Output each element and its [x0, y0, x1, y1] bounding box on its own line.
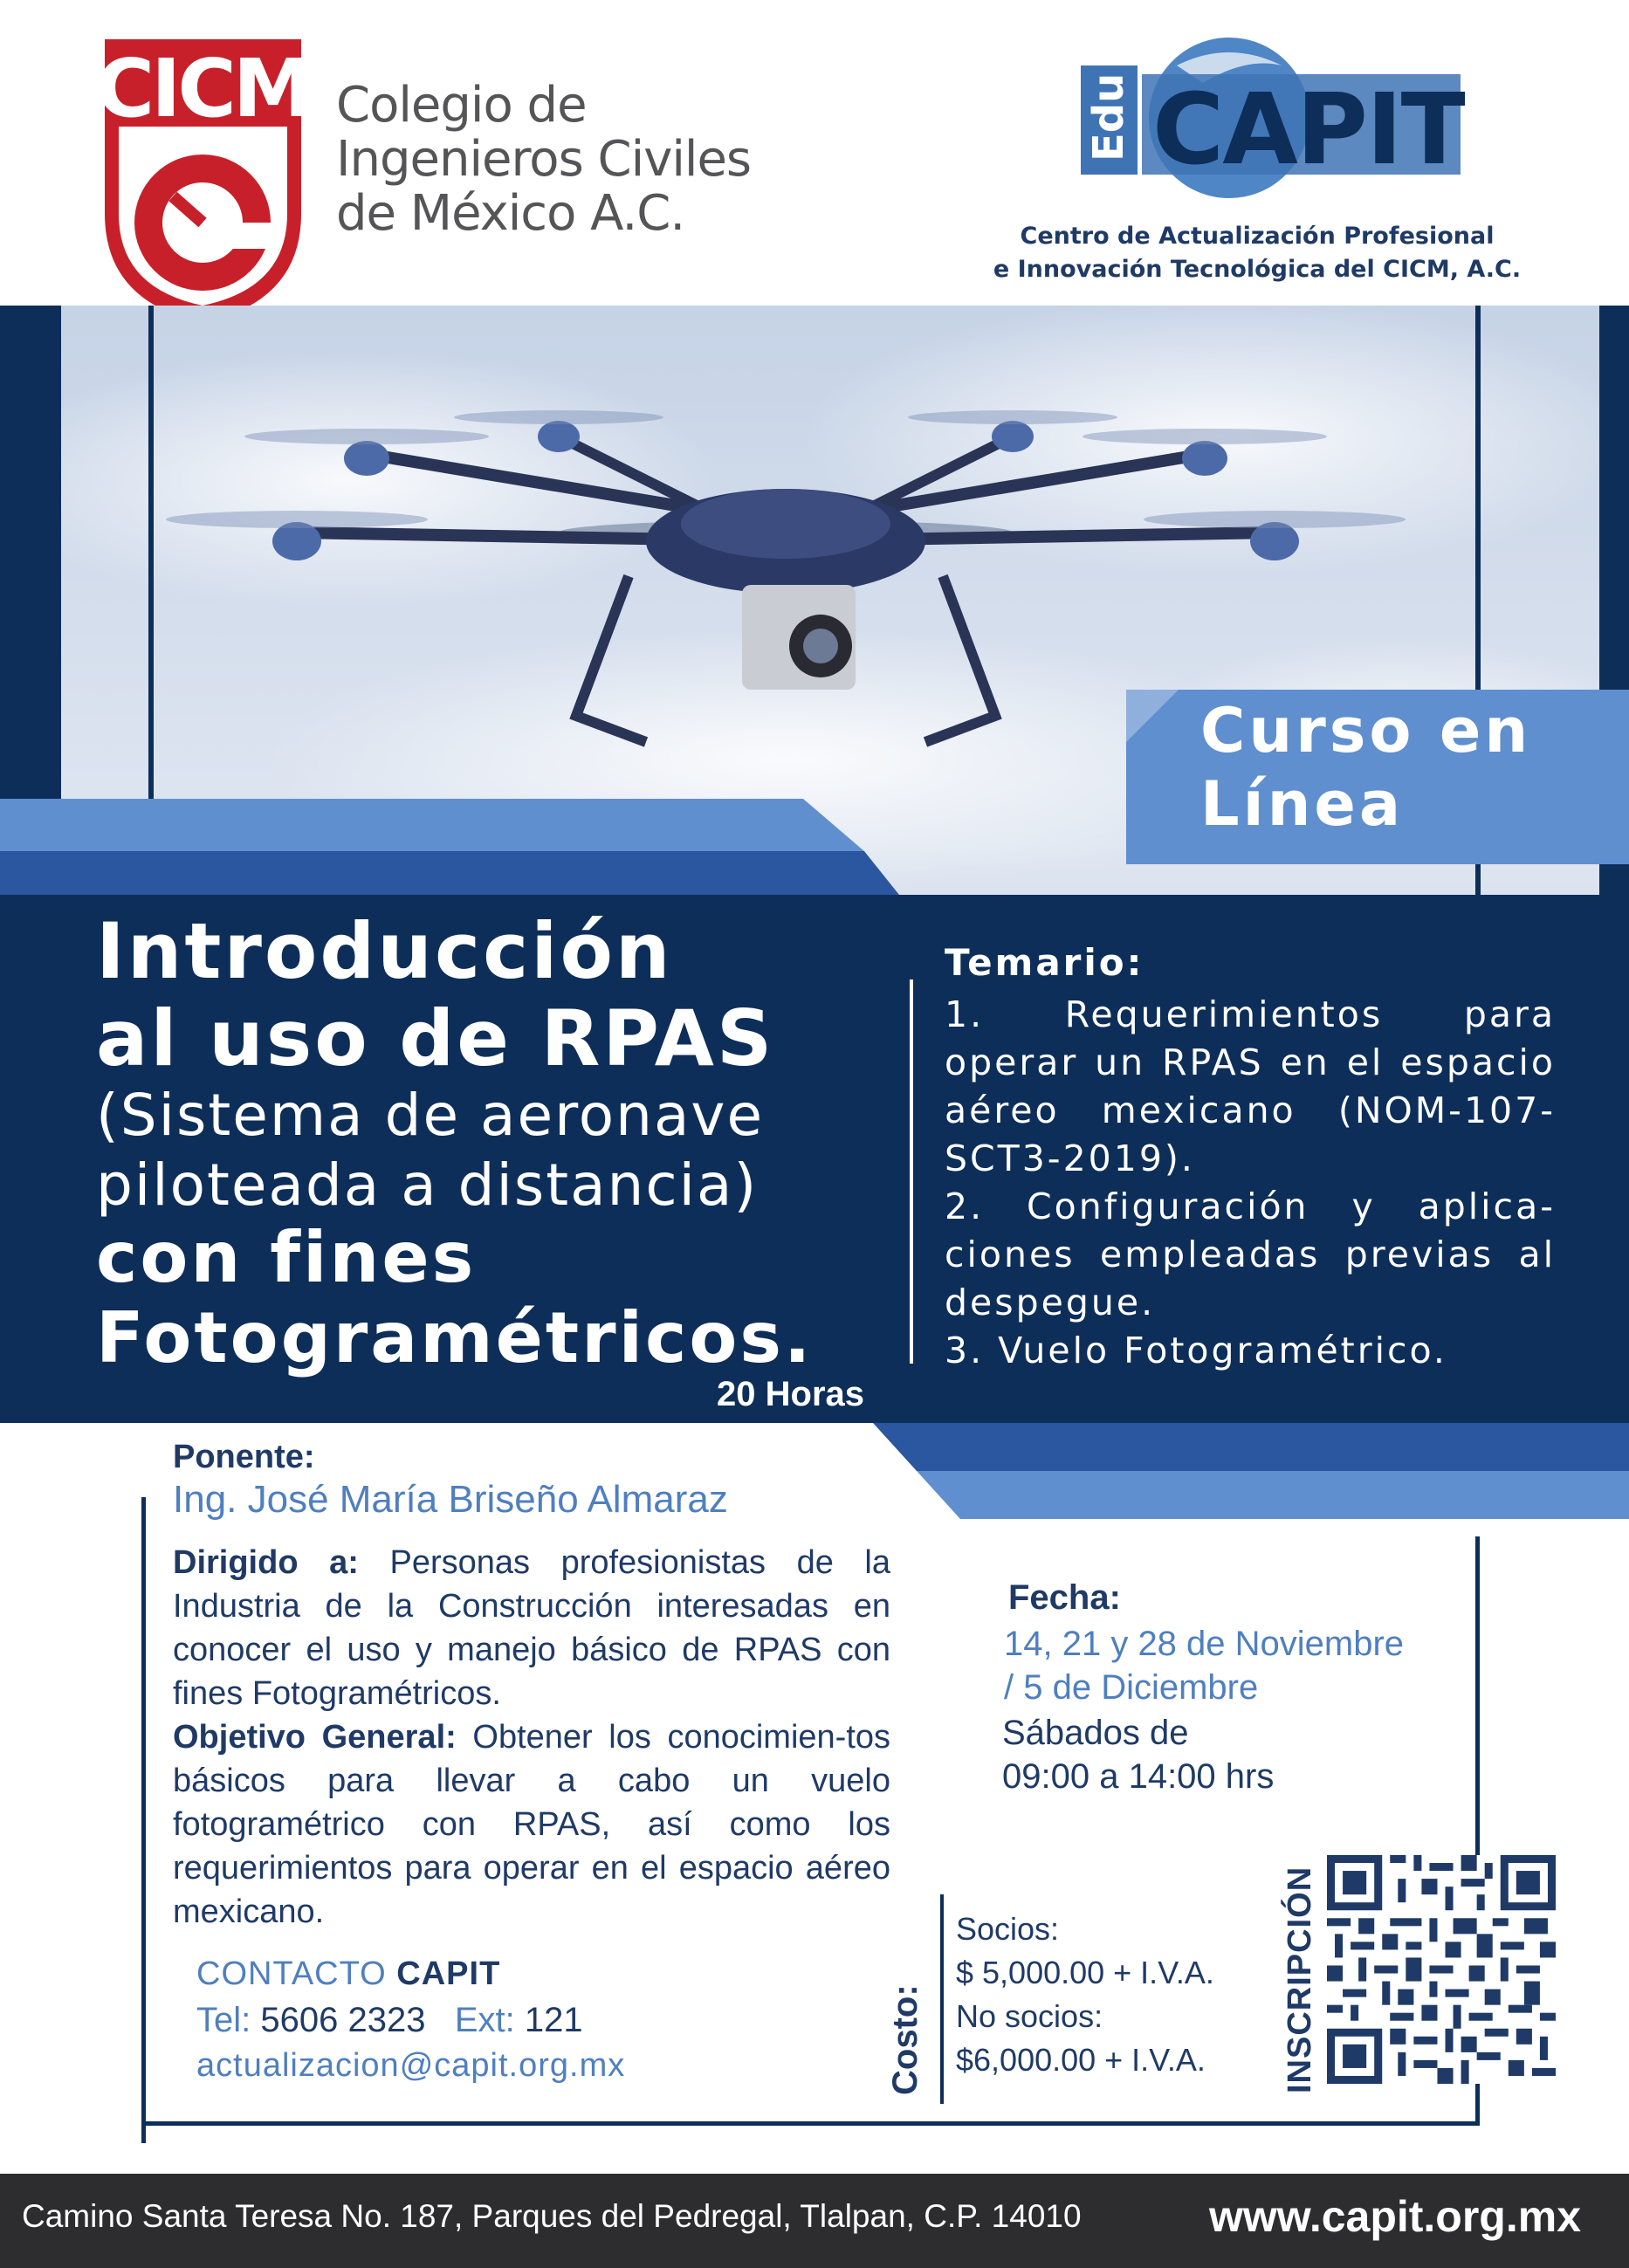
- capit-subtitle-line-2: e Innovación Tecnológica del CICM, A.C.: [993, 256, 1522, 283]
- decorative-ribbon: [873, 1423, 1629, 1528]
- frame-bottom-line: [141, 2121, 1477, 2126]
- course-title-line-3: con fines: [96, 1217, 477, 1298]
- course-hours: 20 Horas: [717, 1375, 864, 1413]
- fecha-dates-line-1: 14, 21 y 28 de Noviembre: [1004, 1625, 1405, 1663]
- cicm-name-line-1: Colegio de: [336, 77, 587, 134]
- course-subtitle-line-2: piloteada a distancia): [96, 1151, 759, 1219]
- course-title: [96, 908, 899, 1082]
- costo-divider: [940, 1894, 944, 2104]
- cicm-name-line-2: Ingenieros Civiles: [336, 131, 752, 188]
- footer-website-link[interactable]: www.capit.org.mx: [1209, 2192, 1582, 2241]
- costo-nosocios-price: $6,000.00 + I.V.A.: [956, 2042, 1206, 2078]
- capit-subtitle-line-1: Centro de Actualización Profesional: [1020, 223, 1495, 250]
- course-title-line-2: al uso de RPAS: [96, 993, 775, 1083]
- ponente-label: Ponente:: [173, 1439, 315, 1475]
- cicm-name-line-3: de México A.C.: [336, 185, 685, 242]
- contact-heading: [196, 1955, 500, 1993]
- inscripcion-label: INSCRIPCIÓN: [1282, 1866, 1318, 2093]
- temario-item-3: 3. Vuelo Fotogramétrico.: [945, 1330, 1447, 1371]
- phone-number[interactable]: 5606 2323: [260, 2001, 426, 2039]
- costo-socios-label: Socios:: [956, 1911, 1060, 1947]
- schedule: [1002, 1711, 1456, 1798]
- qr-code-icon[interactable]: [1327, 1855, 1556, 2084]
- course-subtitle-line-1: (Sistema de aeronave: [96, 1082, 765, 1149]
- temario-divider: [910, 979, 913, 1364]
- capit-logo-text: CAPIT: [1152, 73, 1465, 187]
- temario-list: [945, 991, 1556, 1375]
- temario-label: Temario:: [945, 941, 1144, 984]
- course-type-line-1: Curso en: [1200, 695, 1532, 766]
- capit-logo-prefix: Edu: [1084, 72, 1133, 162]
- cicm-logo: [96, 39, 310, 323]
- course-title-line-1: Introducción: [96, 906, 673, 996]
- schedule-time: 09:00 a 14:00: [1002, 1757, 1216, 1796]
- capit-logo: [1072, 31, 1465, 205]
- costo-socios-price: $ 5,000.00 + I.V.A.: [956, 1955, 1214, 1990]
- frame-left-line: [141, 1497, 146, 2143]
- course-title-line-4: Fotogramétricos.: [96, 1297, 814, 1378]
- contact-email[interactable]: actualizacion@capit.org.mx: [196, 2047, 626, 2084]
- costo-label: Costo:: [886, 1984, 924, 2095]
- dirigido-label: Dirigido a:: [173, 1544, 359, 1581]
- ext-number: 121: [524, 2001, 583, 2039]
- ponente-name: Ing. José María Briseño Almaraz: [173, 1478, 728, 1521]
- fecha-dates-line-2: / 5 de Diciembre: [1004, 1668, 1259, 1707]
- capit-subtitle: [986, 220, 1528, 286]
- dirigido-text: Personas profesionistas de la Industria de la Construcción interesadas en conocer el uso y manejo básico de RPAS con fines Fotogramétricos.: [173, 1544, 890, 1712]
- course-type-text: [1200, 694, 1619, 841]
- cicm-name: [336, 79, 790, 241]
- objetivo-text: Obtener los conocimien-tos básicos para llevar a cabo un vuelo fotogramétrico con RPAS, así como los requerimientos para operar en el espacio aéreo mexicano.: [173, 1719, 891, 1930]
- contact-org: CAPIT: [396, 1955, 501, 1992]
- contact-phone: [196, 2001, 583, 2040]
- temario-item-2: 2. Configuración y aplica-ciones empleadas previas al despegue.: [945, 1186, 1556, 1323]
- course-subtitle: [96, 1081, 899, 1220]
- objetivo-label: Objetivo General:: [173, 1719, 457, 1756]
- schedule-time-unit: hrs: [1225, 1757, 1275, 1796]
- costo-list: [956, 1907, 1214, 2082]
- ext-label: Ext:: [454, 2001, 515, 2039]
- course-title-continued: [96, 1218, 899, 1378]
- fecha-label: Fecha:: [1008, 1578, 1121, 1617]
- phone-label: Tel:: [196, 2001, 251, 2039]
- schedule-days: Sábados de: [1002, 1714, 1189, 1752]
- footer-address: Camino Santa Teresa No. 187, Parques del Pedregal, Tlalpan, C.P. 14010: [22, 2198, 1082, 2234]
- temario-item-1: 1. Requerimientos para operar un RPAS en el espacio aéreo mexicano (NOM-107-SCT3-2019).: [945, 993, 1556, 1179]
- course-type-line-2: Línea: [1200, 768, 1405, 840]
- costo-nosocios-label: No socios:: [956, 1998, 1103, 2034]
- fecha-dates: [1004, 1622, 1475, 1709]
- course-description: [173, 1541, 890, 1934]
- contact-label: CONTACTO: [196, 1955, 387, 1992]
- cicm-logo-text: CICM: [96, 42, 310, 135]
